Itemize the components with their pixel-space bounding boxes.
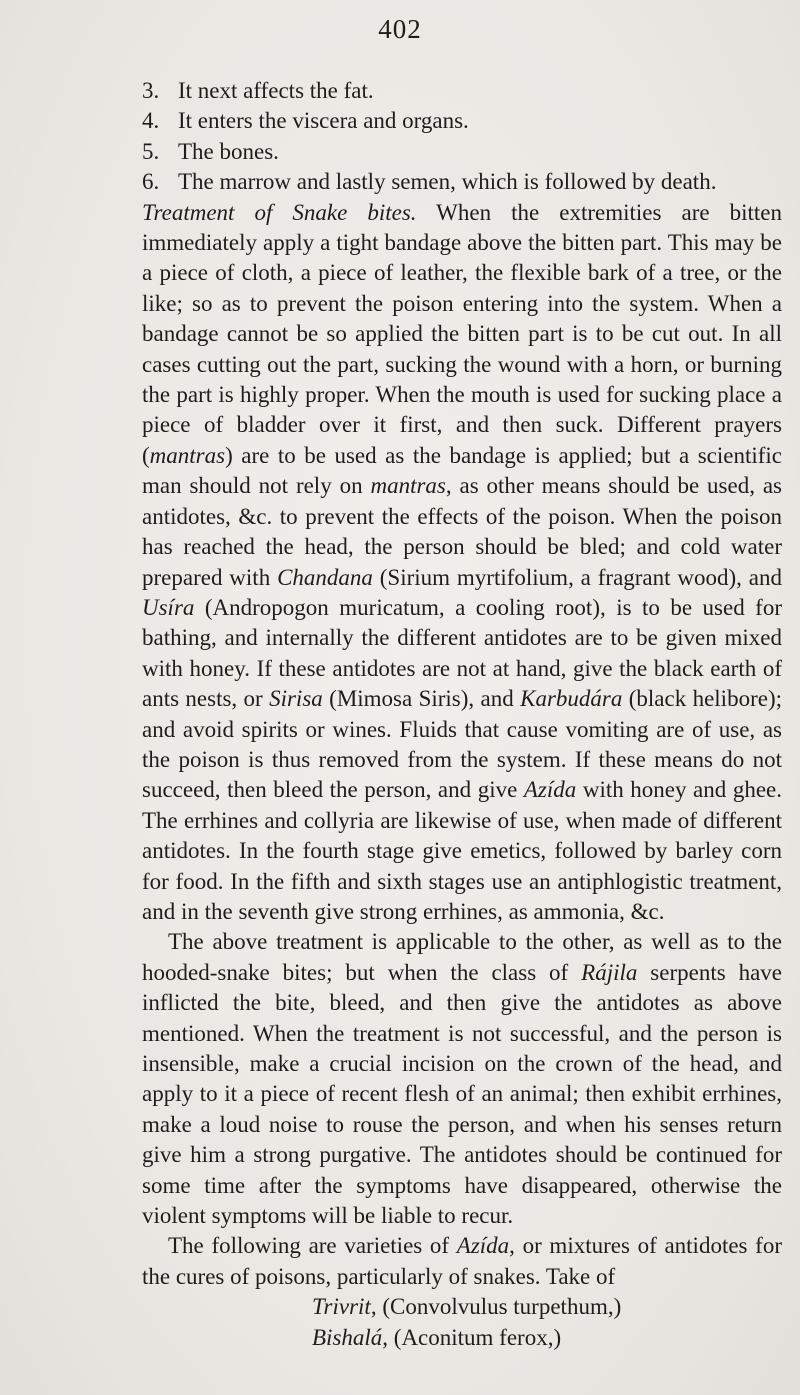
list-item	[142, 137, 782, 167]
italic-term: Usíra	[142, 594, 195, 620]
paragraph-text: The following are varieties of	[168, 1233, 457, 1259]
paragraph-text: (Andropogon muricatum, a cooling root), is to be used for bathing, and internally the different antidotes are to be given mixed with honey. If these antidotes are not at hand, give the black earth of ants nests, or	[142, 594, 782, 712]
paragraph-text: (Mimosa Siris), and	[322, 686, 521, 712]
section-heading: Treatment of Snake bites.	[142, 199, 417, 225]
page-body	[142, 76, 782, 1353]
italic-term: mantras	[149, 442, 226, 468]
list-item	[142, 167, 782, 197]
formula-line	[142, 1292, 782, 1322]
paragraph-text: ) are to be used as the bandage is applied; but a scientific man should not rely on	[142, 442, 782, 499]
ingredient-name: Bishalá	[312, 1324, 383, 1350]
paragraph-text: (black helibore); and avoid spirits or wines. Fluids that cause vomiting are of use, as the poison is thus removed from the system. If these means do not succeed, then bleed the person, and give	[142, 686, 782, 803]
list-item	[142, 106, 782, 136]
paragraph-text: , or mixtures of antidotes for the cures of poisons, particularly of snakes. Take of	[142, 1233, 782, 1289]
ingredient-desc: , (Aconitum ferox,)	[382, 1324, 562, 1350]
list-number: 5.	[142, 138, 160, 164]
list-text: The bones.	[178, 138, 279, 164]
italic-term: Azída	[456, 1233, 510, 1259]
italic-term: Chandana	[277, 564, 373, 590]
ingredient-desc: , (Convolvulus turpethum,)	[370, 1294, 622, 1320]
italic-term: mantras	[370, 473, 446, 499]
italic-term: Sirisa	[269, 686, 323, 712]
list-text: It next affects the fat.	[178, 78, 374, 103]
paragraph-text: with honey and ghee. The errhines and collyria are likewise of use, when made of different antidotes. In the fourth stage give emetics, followed by barley corn for food. In the fifth and sixth stages use an antiphlogistic treatment, and in the seventh give strong errhines, as ammonia, &c.	[142, 777, 782, 924]
paragraph-text: The above treatment is applicable to the other, as well as to the hooded-snake bites; but when the class of	[142, 929, 782, 985]
paragraph-text: When the extremities are bitten immediately apply a tight bandage above the bitten part. This may be a piece of cloth, a piece of leather, the flexible bark of a tree, or the like; so as to prevent the poison entering into the system. When a bandage cannot be so applied the bitten part is to be cut out. In all cases cutting out the part, sucking the wound with a horn, or burning the part is highly proper. When the mouth is used for sucking place a piece of bladder over it first, and then suck. Different prayers (	[142, 199, 782, 468]
paragraph-text: serpents have inflicted the bite, bleed, and then give the antidotes as above mentioned. When the treatment is not successful, and the person is insensible, make a crucial incision on the crown of the head, and apply to it a piece of recent flesh of an animal; then exhibit errhines, make a loud noise to rouse the person, and when his senses return give him a strong purgative. The antidotes should be continued for some time after the symptoms have disappeared, otherwise the violent symptoms will be liable to recur.	[142, 959, 782, 1229]
list-text: It enters the viscera and organs.	[178, 108, 469, 134]
list-number: 6.	[142, 169, 160, 195]
list-text: The marrow and lastly semen, which is followed by death.	[178, 169, 717, 195]
page-number: 402	[378, 14, 422, 44]
paragraph-text: (Sirium myrtifolium, a fragrant wood), and	[372, 564, 782, 590]
italic-term: Azída	[523, 777, 577, 803]
hooded-snake-paragraph	[142, 927, 782, 1231]
list-item	[142, 76, 782, 106]
paragraph-text: , as other means should be used, as antidotes, &c. to prevent the effects of the poison. When the poison has reached the head, the person should be bled; and cold water prepared with	[142, 473, 782, 590]
ingredient-name: Trivrit	[312, 1294, 371, 1320]
list-number: 4.	[142, 108, 160, 134]
treatment-paragraph	[142, 198, 782, 928]
antidotes-paragraph	[142, 1231, 782, 1292]
italic-term: Rájila	[581, 959, 638, 985]
list-number: 3.	[142, 78, 160, 103]
formula-line	[142, 1323, 782, 1353]
italic-term: Karbudára	[520, 686, 623, 712]
